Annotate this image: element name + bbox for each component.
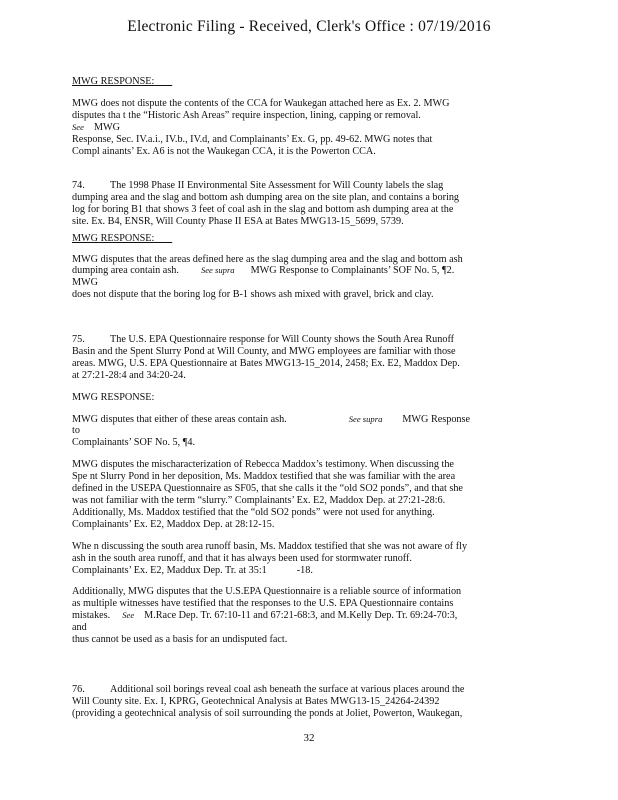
questionnaire-reliability-paragraph: Additionally, MWG disputes that the U.S.EPA Questionnaire is a reliable source of information as multiple witnesses have testified that the responses to the U.S. EPA Questionnaire contains mistakes. See M.Race Dep. Tr. 67:10-11 and 67:21-68:3, and M.Kelly Dep. Tr. 69:24-70:3, and thus cannot be used as a basis for an undisputed fact. bbox=[72, 586, 462, 646]
response-text: MWG disputes that either of these areas contain ash. See supra MWG Response to Complainants’ SOF No. 5, ¶4. bbox=[72, 413, 471, 449]
maddox-testimony-paragraph: MWG disputes the mischaracterization of Rebecca Maddox’s testimony. When discussing the Spe nt Slurry Pond in her deposition, Ms. Maddox testified that she was familiar with the area defined in the USEPA Questionnaire as SF05, that she calls it the “old SO2 ponds”, and that she was not familiar with the term “slurry.” Complainants’ Ex. E2, Maddox Dep. at 27:21-28:6. Additionally, Ms. Maddox testified that the “old SO2 ponds” were not used for anything. Complainants’ Ex. E2, Maddox Dep. at 28:12-15. bbox=[72, 459, 463, 530]
paragraph-76 bbox=[72, 684, 472, 720]
response-text: MWG disputes that the areas defined here as the slag dumping area and the slag and bottom ash dumping area contain ash. See supra MWG Response to Complainants’ SOF No. 5, ¶2. MWG does not dispute that the boring log for B-1 shows ash mixed with gravel, brick and clay. bbox=[72, 253, 463, 301]
response-text: MWG does not dispute the contents of the CCA for Waukegan attached here as Ex. 2. MWG disputes tha t the “Historic Ash Areas” require inspection, lining, capping or removal.See MWG Response, Sec. IV.a.i., IV.b., IV.d, and Complainants’ Ex. G, pp. 49-62. MWG notes that Compl ainants’ Ex. A6 is not the Waukegan CCA, it is the Powerton CCA. bbox=[72, 97, 450, 157]
see-supra-citation: See supra bbox=[348, 413, 383, 424]
paragraph-75 bbox=[72, 334, 472, 646]
see-citation: See bbox=[72, 121, 84, 132]
see-citation: See bbox=[122, 610, 135, 621]
paragraph-number: 74. bbox=[72, 180, 85, 191]
response-label: MWG RESPONSE: bbox=[72, 391, 155, 403]
statement-text: 75. The U.S. EPA Questionnaire response for Will County shows the South Area Runoff Basin and the Spent Slurry Pond at Will County, and MWG employees are familiar with those areas. MWG, U.S. EPA Questionnaire at Bates MWG13-15_2014, 2458; Ex. E2, Maddox Dep. at 27:21-28:4 and 34:20-24. bbox=[72, 334, 460, 381]
filing-header: Electronic Filing - Received, Clerk's Office : 07/19/2016 bbox=[127, 18, 491, 35]
statement-text: 74. The 1998 Phase II Environmental Site Assessment for Will County labels the slag dumping area and the slag and bottom ash dumping area on the site plan, and contains a boring log for boring B1 that shows 3 feet of coal ash in the slag and bottom ash dumping area at the site. Ex. B4, ENSR, Will County Phase II ESA at Bates MWG13-15_5699, 5739. bbox=[72, 180, 460, 227]
paragraph-number: 75. bbox=[72, 334, 85, 345]
mwg-response-waukegan bbox=[72, 76, 472, 157]
statement-text: 76. Additional soil borings reveal coal ash beneath the surface at various places around the Will County site. Ex. I, KPRG, Geotechnical Analysis at Bates MWG13-15_24264-24392 (providing a geotechnical analysis of soil surrounding the ponds at Joliet, Powerton, Waukegan, bbox=[72, 684, 465, 719]
runoff-basin-paragraph: Whe n discussing the south area runoff basin, Ms. Maddox testified that she was not aware of fly ash in the south area runoff, and that it has always been used for stormwater runoff. Complainants’ Ex. E2, Maddux Dep. Tr. at 35:1 -18. bbox=[72, 540, 468, 576]
paragraph-number: 76. bbox=[72, 684, 85, 695]
paragraph-74 bbox=[72, 180, 472, 301]
response-label: MWG RESPONSE: bbox=[72, 76, 155, 87]
see-supra-citation: See supra bbox=[200, 265, 235, 276]
response-label: MWG RESPONSE: bbox=[72, 232, 155, 244]
page-number: 32 bbox=[303, 732, 315, 744]
